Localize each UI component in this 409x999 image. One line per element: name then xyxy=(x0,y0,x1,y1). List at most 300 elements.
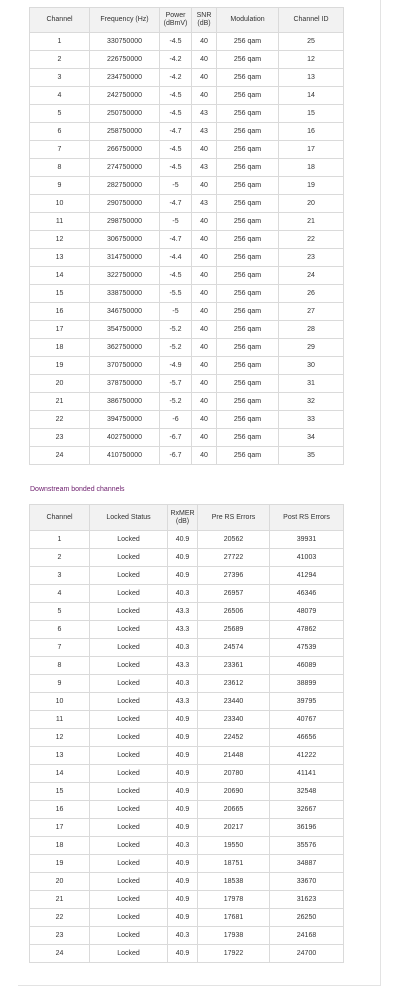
col-header-modulation: Modulation xyxy=(217,8,279,33)
table-cell: 20665 xyxy=(198,801,270,819)
table-cell: 234750000 xyxy=(90,69,160,87)
table-row xyxy=(30,321,344,339)
col-header-pre-rs-errors: Pre RS Errors xyxy=(198,505,270,531)
table-cell: 256 qam xyxy=(217,303,279,321)
table-cell: -4.7 xyxy=(160,195,192,213)
table-cell: 256 qam xyxy=(217,123,279,141)
table-cell: 402750000 xyxy=(90,429,160,447)
table-cell: -4.5 xyxy=(160,141,192,159)
table-row xyxy=(30,87,344,105)
table-cell: 256 qam xyxy=(217,321,279,339)
table-cell: 20217 xyxy=(198,819,270,837)
table-cell: -4.5 xyxy=(160,159,192,177)
table-cell: 23440 xyxy=(198,693,270,711)
table-cell: 36196 xyxy=(270,819,344,837)
table-cell: 27 xyxy=(279,303,344,321)
table-cell: 17 xyxy=(30,321,90,339)
table-cell: 29 xyxy=(279,339,344,357)
table-row xyxy=(30,891,344,909)
table-cell: 256 qam xyxy=(217,159,279,177)
table-cell: 38899 xyxy=(270,675,344,693)
table-cell: 10 xyxy=(30,195,90,213)
table-cell: 5 xyxy=(30,105,90,123)
table-cell: 14 xyxy=(30,765,90,783)
table-cell: 6 xyxy=(30,621,90,639)
table-cell: 40 xyxy=(192,87,217,105)
table-cell: -5 xyxy=(160,213,192,231)
table-row xyxy=(30,393,344,411)
table-cell: 256 qam xyxy=(217,339,279,357)
table-cell: 386750000 xyxy=(90,393,160,411)
table-cell: 256 qam xyxy=(217,429,279,447)
table-cell: Locked xyxy=(90,693,168,711)
table-cell: 43 xyxy=(192,105,217,123)
table-row xyxy=(30,141,344,159)
table-row xyxy=(30,945,344,963)
table-cell: Locked xyxy=(90,639,168,657)
table-cell: 40 xyxy=(192,231,217,249)
table-row xyxy=(30,873,344,891)
table-cell: 40 xyxy=(192,177,217,195)
table-row xyxy=(30,657,344,675)
table-cell: 20 xyxy=(30,873,90,891)
table-cell: 21 xyxy=(30,393,90,411)
table-cell: 40.9 xyxy=(168,747,198,765)
table-cell: -5.2 xyxy=(160,321,192,339)
table-cell: 14 xyxy=(279,87,344,105)
table-header-row xyxy=(30,8,344,33)
col-header-power: Power (dBmV) xyxy=(160,8,192,33)
table-cell: 346750000 xyxy=(90,303,160,321)
table-cell: 16 xyxy=(30,801,90,819)
table-cell: 26957 xyxy=(198,585,270,603)
table-cell: 24574 xyxy=(198,639,270,657)
table-cell: 40 xyxy=(192,393,217,411)
table-cell: 40.9 xyxy=(168,711,198,729)
table-cell: 256 qam xyxy=(217,213,279,231)
table-cell: 23 xyxy=(30,429,90,447)
table-row xyxy=(30,783,344,801)
table-cell: 19 xyxy=(279,177,344,195)
table-cell: 256 qam xyxy=(217,375,279,393)
table-cell: 46346 xyxy=(270,585,344,603)
table-cell: 13 xyxy=(279,69,344,87)
table-cell: -4.2 xyxy=(160,69,192,87)
table-cell: 19550 xyxy=(198,837,270,855)
col-header-locked-status: Locked Status xyxy=(90,505,168,531)
table-cell: 226750000 xyxy=(90,51,160,69)
table-cell: 25689 xyxy=(198,621,270,639)
table-row xyxy=(30,729,344,747)
table-cell: 7 xyxy=(30,141,90,159)
table-cell: 362750000 xyxy=(90,339,160,357)
table-cell: 40 xyxy=(192,339,217,357)
table-cell: 24700 xyxy=(270,945,344,963)
table-cell: 32 xyxy=(279,393,344,411)
table-cell: 23 xyxy=(30,927,90,945)
table-cell: 266750000 xyxy=(90,141,160,159)
table-cell: 18538 xyxy=(198,873,270,891)
table-cell: 40 xyxy=(192,375,217,393)
table-cell: Locked xyxy=(90,603,168,621)
table-cell: 256 qam xyxy=(217,33,279,51)
table-cell: 40.9 xyxy=(168,801,198,819)
table-cell: 12 xyxy=(30,729,90,747)
table-cell: 20 xyxy=(30,375,90,393)
table-cell: 43 xyxy=(192,123,217,141)
table-row xyxy=(30,303,344,321)
table-cell: 48079 xyxy=(270,603,344,621)
col-header-rxmer: RxMER (dB) xyxy=(168,505,198,531)
table-cell: 17978 xyxy=(198,891,270,909)
table-row xyxy=(30,855,344,873)
table-cell: 40 xyxy=(192,33,217,51)
table-cell: 35 xyxy=(279,447,344,465)
table-cell: 27396 xyxy=(198,567,270,585)
col-header-channel: Channel xyxy=(30,8,90,33)
table-cell: 17938 xyxy=(198,927,270,945)
table-row xyxy=(30,231,344,249)
table-cell: 40 xyxy=(192,321,217,339)
table-cell: 40 xyxy=(192,357,217,375)
table-cell: 40.9 xyxy=(168,855,198,873)
table-cell: 256 qam xyxy=(217,195,279,213)
table-cell: 18 xyxy=(30,339,90,357)
col-header-channel: Channel xyxy=(30,505,90,531)
table-row xyxy=(30,603,344,621)
table-cell: 6 xyxy=(30,123,90,141)
table-row xyxy=(30,711,344,729)
table-cell: 19 xyxy=(30,855,90,873)
table-cell: 27722 xyxy=(198,549,270,567)
table-row xyxy=(30,267,344,285)
table-cell: 256 qam xyxy=(217,411,279,429)
table-cell: 250750000 xyxy=(90,105,160,123)
table-cell: Locked xyxy=(90,819,168,837)
table-cell: Locked xyxy=(90,747,168,765)
table-cell: 31623 xyxy=(270,891,344,909)
table-cell: 274750000 xyxy=(90,159,160,177)
table-cell: 26506 xyxy=(198,603,270,621)
table-cell: 18 xyxy=(30,837,90,855)
table-row xyxy=(30,411,344,429)
table-cell: 23361 xyxy=(198,657,270,675)
table-cell: Locked xyxy=(90,765,168,783)
table-row xyxy=(30,567,344,585)
table-row xyxy=(30,639,344,657)
table-cell: Locked xyxy=(90,729,168,747)
table-row xyxy=(30,675,344,693)
downstream-section-title: Downstream bonded channels xyxy=(30,486,125,493)
table-row xyxy=(30,447,344,465)
table-cell: 40.3 xyxy=(168,639,198,657)
table-cell: 282750000 xyxy=(90,177,160,195)
table-cell: 40.3 xyxy=(168,675,198,693)
table-cell: 40 xyxy=(192,411,217,429)
table-cell: 34887 xyxy=(270,855,344,873)
table-cell: 242750000 xyxy=(90,87,160,105)
table-cell: -4.5 xyxy=(160,105,192,123)
table-cell: 20690 xyxy=(198,783,270,801)
table-row xyxy=(30,249,344,267)
table-cell: 23612 xyxy=(198,675,270,693)
table-cell: 40.9 xyxy=(168,783,198,801)
table-cell: 256 qam xyxy=(217,231,279,249)
table-cell: 22 xyxy=(30,909,90,927)
table-cell: 30 xyxy=(279,357,344,375)
table-cell: 40.9 xyxy=(168,873,198,891)
col-header-channel-id: Channel ID xyxy=(279,8,344,33)
table-cell: Locked xyxy=(90,531,168,549)
table-cell: 256 qam xyxy=(217,267,279,285)
table-cell: 256 qam xyxy=(217,393,279,411)
table-cell: 9 xyxy=(30,675,90,693)
table-cell: -4.4 xyxy=(160,249,192,267)
table-cell: 40.9 xyxy=(168,567,198,585)
upstream-channels-table xyxy=(29,7,344,465)
table-row xyxy=(30,927,344,945)
table-row xyxy=(30,909,344,927)
table-cell: 3 xyxy=(30,69,90,87)
table-cell: 12 xyxy=(279,51,344,69)
table-cell: 43 xyxy=(192,195,217,213)
table-cell: -4.5 xyxy=(160,33,192,51)
table-cell: 8 xyxy=(30,159,90,177)
table-cell: 40.9 xyxy=(168,945,198,963)
table-cell: 43.3 xyxy=(168,603,198,621)
table-cell: -4.2 xyxy=(160,51,192,69)
table-cell: -6.7 xyxy=(160,429,192,447)
table-cell: 8 xyxy=(30,657,90,675)
table-row xyxy=(30,69,344,87)
table-row xyxy=(30,429,344,447)
table-cell: 256 qam xyxy=(217,447,279,465)
table-cell: 298750000 xyxy=(90,213,160,231)
table-cell: 43.3 xyxy=(168,657,198,675)
table-cell: -4.5 xyxy=(160,267,192,285)
table-cell: -6.7 xyxy=(160,447,192,465)
table-cell: 24168 xyxy=(270,927,344,945)
table-cell: Locked xyxy=(90,909,168,927)
table-cell: -5.5 xyxy=(160,285,192,303)
table-cell: 41222 xyxy=(270,747,344,765)
table-cell: 17 xyxy=(30,819,90,837)
table-cell: 4 xyxy=(30,87,90,105)
table-cell: Locked xyxy=(90,675,168,693)
table-cell: 14 xyxy=(30,267,90,285)
table-cell: 322750000 xyxy=(90,267,160,285)
table-cell: 26 xyxy=(279,285,344,303)
table-cell: 24 xyxy=(30,447,90,465)
table-cell: 40.9 xyxy=(168,729,198,747)
table-cell: 17681 xyxy=(198,909,270,927)
table-cell: 34 xyxy=(279,429,344,447)
table-row xyxy=(30,765,344,783)
table-cell: 35576 xyxy=(270,837,344,855)
table-cell: 40.3 xyxy=(168,837,198,855)
table-cell: 11 xyxy=(30,711,90,729)
table-cell: 256 qam xyxy=(217,105,279,123)
table-cell: 25 xyxy=(279,33,344,51)
table-cell: 43 xyxy=(192,159,217,177)
table-cell: 39795 xyxy=(270,693,344,711)
table-row xyxy=(30,33,344,51)
table-cell: 40 xyxy=(192,51,217,69)
table-cell: 15 xyxy=(30,783,90,801)
table-cell: 40.9 xyxy=(168,531,198,549)
table-cell: 5 xyxy=(30,603,90,621)
table-row xyxy=(30,177,344,195)
table-row xyxy=(30,213,344,231)
table-row xyxy=(30,837,344,855)
table-cell: 40.9 xyxy=(168,819,198,837)
table-cell: 23340 xyxy=(198,711,270,729)
table-cell: 7 xyxy=(30,639,90,657)
table-cell: 31 xyxy=(279,375,344,393)
table-cell: 40.9 xyxy=(168,909,198,927)
table-header-row xyxy=(30,505,344,531)
table-cell: 2 xyxy=(30,549,90,567)
table-cell: Locked xyxy=(90,891,168,909)
table-cell: -4.7 xyxy=(160,123,192,141)
table-cell: 330750000 xyxy=(90,33,160,51)
table-row xyxy=(30,819,344,837)
table-cell: 47862 xyxy=(270,621,344,639)
table-cell: 2 xyxy=(30,51,90,69)
table-cell: 11 xyxy=(30,213,90,231)
table-cell: 43.3 xyxy=(168,693,198,711)
table-cell: 20 xyxy=(279,195,344,213)
table-cell: -5 xyxy=(160,177,192,195)
table-cell: 40 xyxy=(192,447,217,465)
table-cell: 41141 xyxy=(270,765,344,783)
table-cell: Locked xyxy=(90,927,168,945)
table-row xyxy=(30,549,344,567)
table-cell: 32548 xyxy=(270,783,344,801)
table-row xyxy=(30,621,344,639)
table-cell: Locked xyxy=(90,855,168,873)
table-cell: 10 xyxy=(30,693,90,711)
table-cell: 40.9 xyxy=(168,891,198,909)
table-cell: -4.5 xyxy=(160,87,192,105)
table-cell: -5.2 xyxy=(160,393,192,411)
table-cell: 256 qam xyxy=(217,69,279,87)
table-cell: 13 xyxy=(30,249,90,267)
col-header-post-rs-errors: Post RS Errors xyxy=(270,505,344,531)
table-cell: 354750000 xyxy=(90,321,160,339)
table-cell: Locked xyxy=(90,801,168,819)
table-cell: 24 xyxy=(279,267,344,285)
table-cell: -4.7 xyxy=(160,231,192,249)
table-cell: 40 xyxy=(192,249,217,267)
table-cell: 32667 xyxy=(270,801,344,819)
table-cell: 20780 xyxy=(198,765,270,783)
table-cell: -5 xyxy=(160,303,192,321)
table-row xyxy=(30,747,344,765)
table-row xyxy=(30,375,344,393)
table-row xyxy=(30,285,344,303)
table-cell: Locked xyxy=(90,585,168,603)
table-cell: -5.7 xyxy=(160,375,192,393)
table-cell: 17922 xyxy=(198,945,270,963)
table-cell: Locked xyxy=(90,783,168,801)
table-row xyxy=(30,357,344,375)
table-cell: 40.9 xyxy=(168,765,198,783)
table-cell: 20562 xyxy=(198,531,270,549)
table-cell: 256 qam xyxy=(217,177,279,195)
table-cell: 39931 xyxy=(270,531,344,549)
table-cell: 378750000 xyxy=(90,375,160,393)
table-cell: 40 xyxy=(192,303,217,321)
table-row xyxy=(30,105,344,123)
table-cell: 314750000 xyxy=(90,249,160,267)
table-cell: 40.3 xyxy=(168,927,198,945)
table-cell: 33 xyxy=(279,411,344,429)
table-cell: 1 xyxy=(30,531,90,549)
table-cell: 40.9 xyxy=(168,549,198,567)
table-cell: 41003 xyxy=(270,549,344,567)
table-cell: Locked xyxy=(90,549,168,567)
col-header-frequency: Frequency (Hz) xyxy=(90,8,160,33)
table-cell: 16 xyxy=(30,303,90,321)
table-row xyxy=(30,195,344,213)
table-row xyxy=(30,339,344,357)
table-cell: 256 qam xyxy=(217,51,279,69)
table-cell: 18 xyxy=(279,159,344,177)
table-cell: 33670 xyxy=(270,873,344,891)
table-cell: -5.2 xyxy=(160,339,192,357)
table-cell: 17 xyxy=(279,141,344,159)
table-cell: 290750000 xyxy=(90,195,160,213)
table-cell: 15 xyxy=(279,105,344,123)
table-cell: 13 xyxy=(30,747,90,765)
table-cell: 22 xyxy=(30,411,90,429)
table-cell: 16 xyxy=(279,123,344,141)
table-cell: 21 xyxy=(30,891,90,909)
table-row xyxy=(30,801,344,819)
table-cell: 24 xyxy=(30,945,90,963)
table-cell: 9 xyxy=(30,177,90,195)
table-cell: Locked xyxy=(90,873,168,891)
table-cell: 1 xyxy=(30,33,90,51)
table-cell: Locked xyxy=(90,567,168,585)
table-cell: 12 xyxy=(30,231,90,249)
table-cell: 23 xyxy=(279,249,344,267)
col-header-snr: SNR (dB) xyxy=(192,8,217,33)
table-row xyxy=(30,531,344,549)
table-cell: 47539 xyxy=(270,639,344,657)
table-cell: 21 xyxy=(279,213,344,231)
table-cell: 338750000 xyxy=(90,285,160,303)
table-cell: 28 xyxy=(279,321,344,339)
table-cell: 40 xyxy=(192,213,217,231)
table-cell: 40 xyxy=(192,429,217,447)
table-cell: 19 xyxy=(30,357,90,375)
table-cell: Locked xyxy=(90,657,168,675)
table-cell: 40 xyxy=(192,141,217,159)
table-cell: 3 xyxy=(30,567,90,585)
table-cell: 256 qam xyxy=(217,357,279,375)
table-cell: 46656 xyxy=(270,729,344,747)
table-cell: Locked xyxy=(90,621,168,639)
table-cell: 40 xyxy=(192,69,217,87)
table-cell: 41294 xyxy=(270,567,344,585)
table-cell: 40.3 xyxy=(168,585,198,603)
table-row xyxy=(30,123,344,141)
table-cell: 4 xyxy=(30,585,90,603)
table-cell: 18751 xyxy=(198,855,270,873)
table-cell: 256 qam xyxy=(217,249,279,267)
